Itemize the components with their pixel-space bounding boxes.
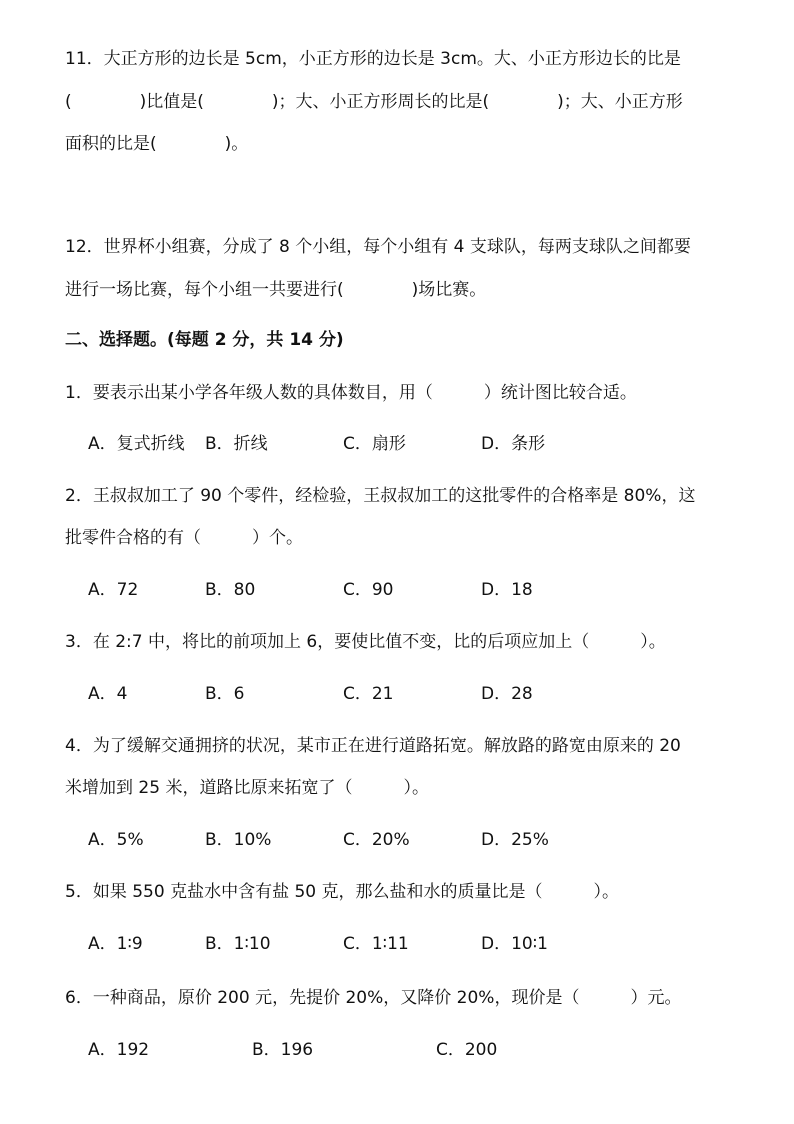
- question-6-option-a: A．192: [88, 1040, 150, 1060]
- question-3-stem: 3．在 2:7 中，将比的前项加上 6，要使比值不变，比的后项应加上（ ）。: [65, 632, 666, 652]
- q11-line-3: 面积的比是( )。: [65, 134, 249, 154]
- question-6-option-b: B．196: [252, 1040, 314, 1060]
- question-1-option-c: C．扇形: [343, 434, 406, 454]
- q12-line-1: 12．世界杯小组赛，分成了 8 个小组，每个小组有 4 支球队，每两支球队之间都要: [65, 237, 691, 257]
- question-3-option-a: A．4: [88, 684, 128, 704]
- question-4-option-b: B．10%: [205, 830, 272, 850]
- question-5-option-d: D．10∶1: [481, 934, 548, 954]
- question-4-option-d: D．25%: [481, 830, 549, 850]
- question-1-option-d: D．条形: [481, 434, 546, 454]
- question-6-stem: 6．一种商品，原价 200 元，先提价 20%，又降价 20%，现价是（ ）元。: [65, 988, 682, 1008]
- question-5-option-c: C．1∶11: [343, 934, 409, 954]
- question-6-option-c: C．200: [436, 1040, 498, 1060]
- question-4-option-a: A．5%: [88, 830, 144, 850]
- section-heading: 二、选择题。(每题 2 分，共 14 分): [65, 330, 344, 350]
- question-2-stem-line-2: 批零件合格的有（ ）个。: [65, 528, 303, 548]
- question-5-stem: 5．如果 550 克盐水中含有盐 50 克，那么盐和水的质量比是（ ）。: [65, 882, 620, 902]
- question-2-stem-line-1: 2．王叔叔加工了 90 个零件，经检验，王叔叔加工的这批零件的合格率是 80%，这: [65, 486, 696, 506]
- question-2-option-a: A．72: [88, 580, 139, 600]
- question-3-option-c: C．21: [343, 684, 394, 704]
- question-3-option-b: B．6: [205, 684, 245, 704]
- question-2-option-b: B．80: [205, 580, 256, 600]
- question-4-stem-line-1: 4．为了缓解交通拥挤的状况，某市正在进行道路拓宽。解放路的路宽由原来的 20: [65, 736, 681, 756]
- question-5-option-a: A．1∶9: [88, 934, 143, 954]
- question-3-option-d: D．28: [481, 684, 533, 704]
- question-1-option-b: B．折线: [205, 434, 268, 454]
- question-4-stem-line-2: 米增加到 25 米，道路比原来拓宽了（ ）。: [65, 778, 429, 798]
- question-4-option-c: C．20%: [343, 830, 410, 850]
- question-2-option-d: D．18: [481, 580, 533, 600]
- question-1-option-a: A．复式折线: [88, 434, 185, 454]
- question-5-option-b: B．1∶10: [205, 934, 271, 954]
- question-1-stem: 1．要表示出某小学各年级人数的具体数目，用（ ）统计图比较合适。: [65, 383, 637, 403]
- q11-line-2: ( )比值是( )；大、小正方形周长的比是( )；大、小正方形: [65, 92, 683, 112]
- question-2-option-c: C．90: [343, 580, 394, 600]
- q11-line-1: 11．大正方形的边长是 5cm，小正方形的边长是 3cm。大、小正方形边长的比是: [65, 49, 681, 69]
- q12-line-2: 进行一场比赛，每个小组一共要进行( )场比赛。: [65, 280, 487, 300]
